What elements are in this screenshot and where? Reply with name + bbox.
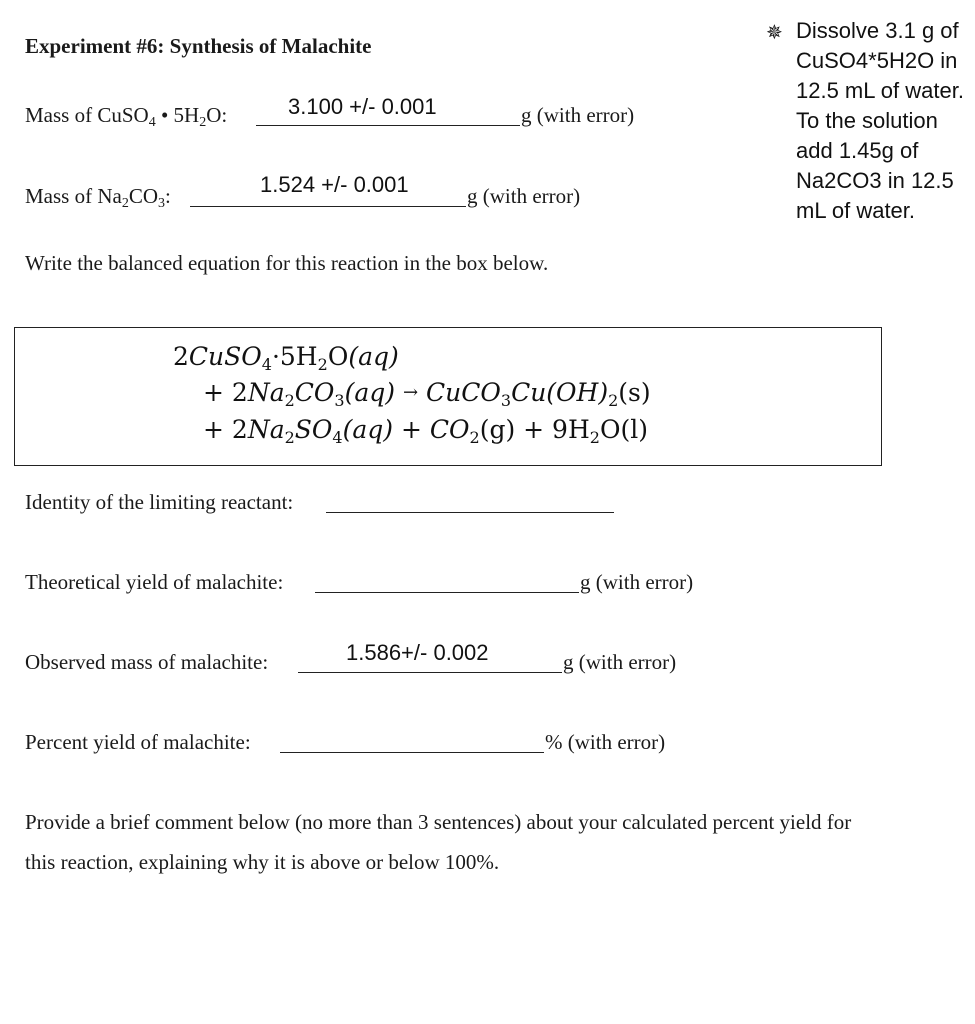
theoretical-yield-blank[interactable]	[315, 592, 579, 593]
page-title: Experiment #6: Synthesis of Malachite	[25, 34, 372, 58]
limiting-reactant-label: Identity of the limiting reactant:	[25, 490, 294, 514]
mass-cuso4-value: 3.100 +/- 0.001	[288, 94, 437, 119]
star-icon: ✵	[766, 20, 783, 44]
reaction-arrow-icon: →	[402, 382, 419, 403]
mass-cuso4-label: Mass of CuSO$_4$ • $5H_2O$:	[25, 103, 228, 130]
mass-na2co3-value: 1.524 +/- 0.001	[260, 172, 409, 197]
mass-na2co3-unit: g (with error)	[467, 184, 581, 208]
observed-mass-blank[interactable]	[298, 672, 562, 673]
percent-yield-blank[interactable]	[280, 752, 544, 753]
theoretical-yield-label: Theoretical yield of malachite:	[25, 570, 284, 594]
percent-yield-label: Percent yield of malachite:	[25, 730, 251, 754]
mass-na2co3-label: Mass of $Na_2CO_3$:	[25, 184, 171, 211]
percent-yield-unit: % (with error)	[545, 730, 666, 754]
mass-na2co3-blank[interactable]	[190, 206, 466, 207]
observed-mass-label: Observed mass of malachite:	[25, 650, 269, 674]
mass-cuso4-unit: g (with error)	[521, 103, 635, 127]
mass-cuso4-blank[interactable]	[256, 125, 520, 126]
equation-line-3: + $2Na_2SO_4(aq) + CO_2(g) + 9H_2O(l)$	[203, 415, 648, 447]
side-note: Dissolve 3.1 g of CuSO4*5H2O in 12.5 mL of water. To the solution add 1.45g of Na2CO3 in 12.5 mL of water.	[796, 18, 964, 223]
equation-line-1: $2CuSO_4\cdot 5H_2O(aq)$	[173, 342, 399, 374]
theoretical-yield-unit: g (with error)	[580, 570, 694, 594]
observed-mass-value: 1.586+/- 0.002	[346, 640, 489, 665]
comment-prompt-line-1: Provide a brief comment below (no more than 3 sentences) about your calculated percent yield for	[25, 810, 852, 834]
equation-line-2: + $2Na_2CO_3(aq)$ → $CuCO_3Cu(OH)_2(s)$	[203, 378, 651, 410]
equation-box[interactable]	[14, 327, 882, 466]
limiting-reactant-blank[interactable]	[326, 512, 614, 513]
comment-prompt-line-2: this reaction, explaining why it is above or below 100%.	[25, 850, 500, 874]
observed-mass-unit: g (with error)	[563, 650, 677, 674]
equation-instruction: Write the balanced equation for this reaction in the box below.	[25, 251, 549, 275]
